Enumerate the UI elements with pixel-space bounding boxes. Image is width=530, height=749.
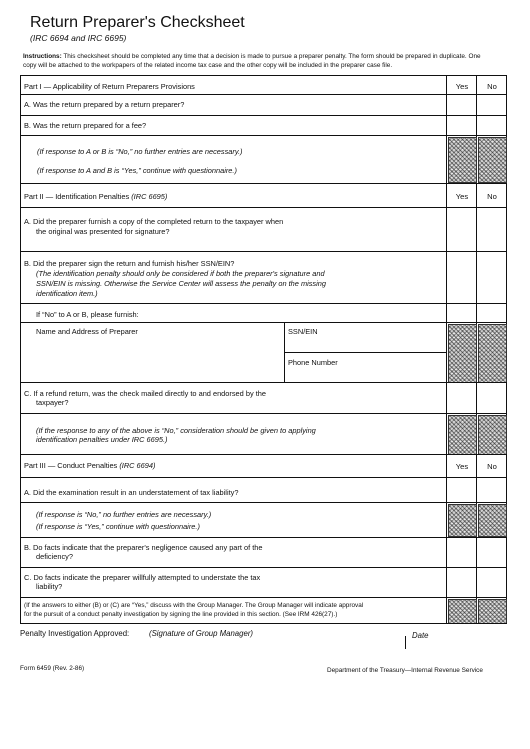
part1-no-header: No	[487, 82, 497, 91]
part3-yes-header: Yes	[455, 462, 469, 471]
part1-heading: Part I — Applicability of Return Preparers Provisions	[24, 82, 195, 91]
table-left-border	[20, 75, 21, 623]
part3-shaded-yes	[448, 504, 477, 537]
part3-note1: (If response is “No,” no further entries are necessary.)	[36, 510, 212, 519]
part3-heading-irc: (IRC 6694)	[119, 461, 156, 470]
part2-heading	[24, 192, 167, 201]
part2-heading-irc: (IRC 6695)	[131, 192, 168, 201]
part3-heading-text: Part III — Conduct Penalties	[24, 461, 120, 470]
form-subtitle: (IRC 6694 and IRC 6695)	[30, 33, 127, 43]
phone-number-label: Phone Number	[288, 358, 338, 367]
part3-note2: (If response is “Yes,” continue with questionnaire.)	[36, 522, 200, 531]
part1-shaded-yes	[448, 137, 477, 183]
part2-question-b-line3: SSN/EIN is missing. Otherwise the Service Center will assess the penalty on the missing	[36, 279, 326, 288]
part2-shaded-no	[478, 415, 507, 455]
instructions-line2: copy will be attached to the workpapers of the related income tax case and the other copy will be included in the preparer case file.	[23, 62, 393, 69]
part2-if-no-label: If “No” to A or B, please furnish:	[36, 310, 139, 319]
part3-shaded-no	[478, 504, 507, 537]
part3-question-b-line2: deficiency?	[36, 552, 73, 561]
form-title: Return Preparer's Checksheet	[30, 14, 245, 31]
instructions-line1: This checksheet should be completed any time that a decision is made to pursue a preparer penalty. The form should be prepared in duplicate. One	[63, 53, 481, 60]
part3-heading	[24, 461, 155, 470]
part2-heading-text: Part II — Identification Penalties	[24, 192, 132, 201]
part2-question-b-line1: B. Did the preparer sign the return and furnish his/her SSN/EIN?	[24, 259, 235, 268]
preparer-info-shaded-yes	[448, 324, 477, 383]
part3-question-a: A. Did the examination result in an understatement of tax liability?	[24, 488, 239, 497]
part2-question-c-line2: taxpayer?	[36, 398, 69, 407]
part3-final-line2: for the pursuit of a conduct penalty investigation by signing the line provided in this section. (See IRM 426(27).)	[24, 611, 338, 618]
ssn-ein-label: SSN/EIN	[288, 327, 318, 336]
part2-question-b-line2: (The identification penalty should only be considered if both the preparer's signature and	[36, 269, 325, 278]
part1-yes-header: Yes	[455, 82, 469, 91]
preparer-name-address-label: Name and Address of Preparer	[36, 327, 138, 336]
part2-note2: identification penalties under IRC 6695.)	[36, 435, 168, 444]
approval-label: Penalty Investigation Approved:	[20, 629, 130, 638]
part2-question-a-line2: the original was presented for signature?	[36, 227, 170, 236]
part2-question-b-line4: identification item.)	[36, 289, 98, 298]
instructions	[23, 52, 507, 70]
part1-question-a: A. Was the return prepared by a return preparer?	[24, 100, 185, 109]
part1-note2: (If response to A and B is “Yes,” continue with questionnaire.)	[37, 166, 237, 175]
part2-note1: (If the response to any of the above is “No,” consideration should be given to applying	[36, 426, 316, 435]
part3-final-shaded-no	[478, 599, 507, 624]
signature-label: (Signature of Group Manager)	[149, 629, 254, 638]
part2-shaded-yes	[448, 415, 477, 455]
part3-question-b-line1: B. Do facts indicate that the preparer's negligence caused any part of the	[24, 543, 263, 552]
part3-question-c-line1: C. Do facts indicate the preparer willfully attempted to understate the tax	[24, 573, 261, 582]
table-top-border	[20, 75, 507, 76]
part2-no-header: No	[487, 192, 497, 201]
part3-no-header: No	[487, 462, 497, 471]
part1-shaded-no	[478, 137, 507, 183]
yes-column-divider	[446, 75, 447, 623]
signature-date-divider	[405, 636, 406, 649]
date-label: Date	[412, 631, 429, 640]
part1-question-b: B. Was the return prepared for a fee?	[24, 121, 147, 130]
preparer-info-shaded-no	[478, 324, 507, 383]
part3-question-c-line2: liability?	[36, 582, 63, 591]
part2-yes-header: Yes	[455, 192, 469, 201]
part2-question-a-line1: A. Did the preparer furnish a copy of the completed return to the taxpayer when	[24, 217, 284, 226]
part1-note1: (If response to A or B is “No,” no further entries are necessary.)	[37, 147, 243, 156]
form-number: Form 6459 (Rev. 2-86)	[20, 665, 85, 672]
department-name: Department of the Treasury—Internal Revenue Service	[327, 667, 483, 674]
part3-final-shaded-yes	[448, 599, 477, 624]
part2-question-c-line1: C. If a refund return, was the check mailed directly to and endorsed by the	[24, 389, 266, 398]
instructions-label: Instructions:	[23, 53, 62, 60]
part3-final-line1: (If the answers to either (B) or (C) are “Yes,” discuss with the Group Manager. The Group Manager will indicate approval	[24, 602, 364, 609]
